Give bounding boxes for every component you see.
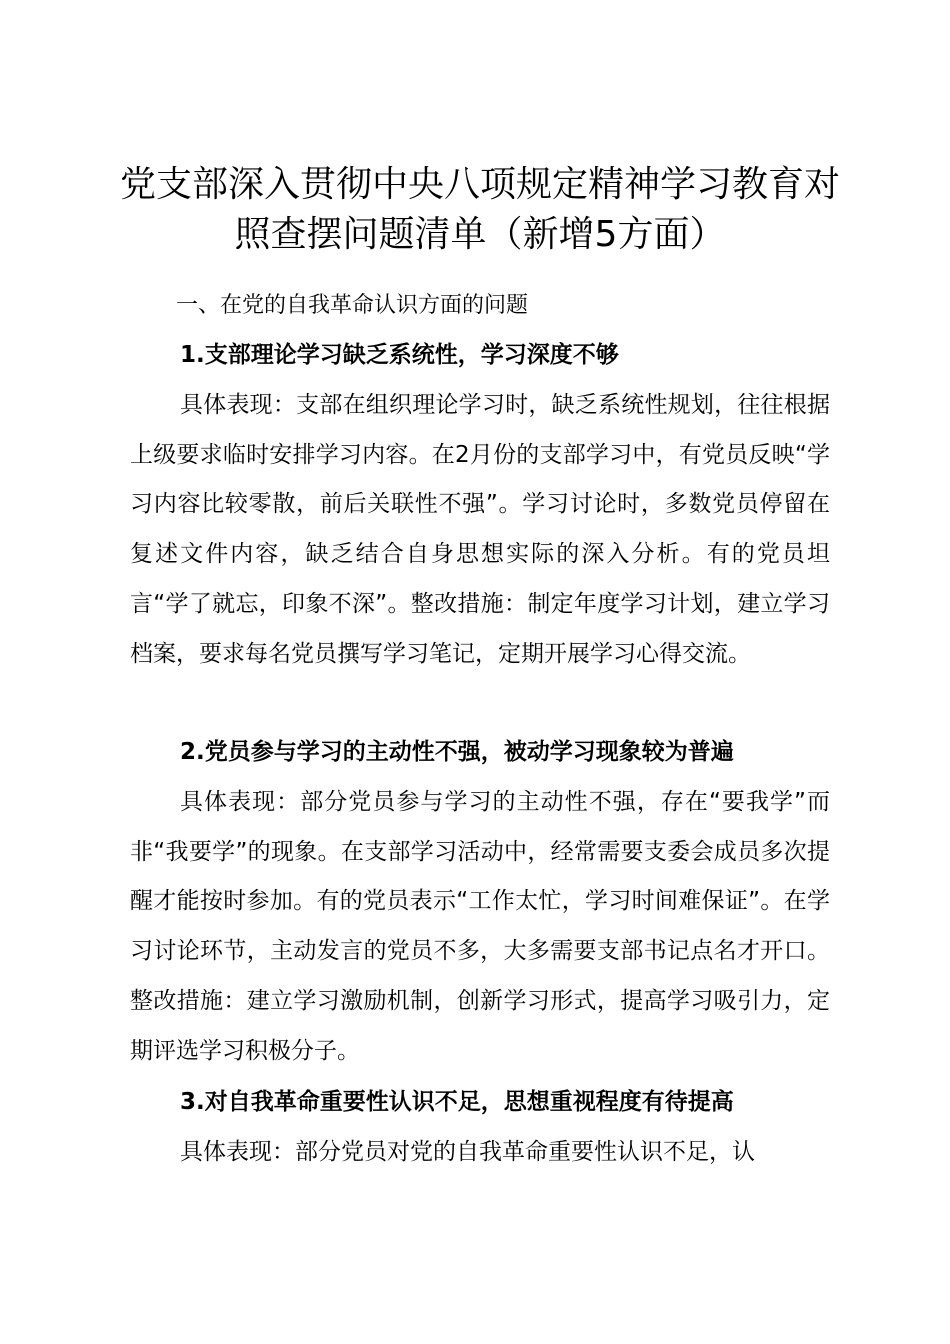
- item-body: 具体表现：部分党员对党的自我革命重要性认识不足，认: [180, 1139, 755, 1165]
- item-heading: 1.支部理论学习缺乏系统性，学习深度不够: [180, 342, 619, 368]
- item-body: 具体表现：支部在组织理论学习时，缺乏系统性规划，往往根据上级要求临时安排学习内容。在2月份的支部学习中，有党员反映“学习内容比较零散，前后关联性不强”。学习讨论时，多数党员停留在复述文件内容，缺乏结合自身思想实际的深入分析。有的党员坦言“学了就忘，印象不深”。整改措施：制定年度学习计划，建立学习档案，要求每名党员撰写学习笔记，定期开展学习心得交流。: [130, 392, 830, 667]
- item-heading: 3.对自我革命重要性认识不足，思想重视程度有待提高: [180, 1089, 734, 1115]
- section-heading: 一、在党的自我革命认识方面的问题: [176, 293, 529, 318]
- item-heading: 2.党员参与学习的主动性不强，被动学习现象较为普遍: [180, 739, 734, 765]
- item-body: 具体表现：部分党员参与学习的主动性不强，存在“要我学”而非“我要学”的现象。在支部学习活动中，经常需要支委会成员多次提醒才能按时参加。有的党员表示“工作太忙，学习时间难保证”。在学习讨论环节，主动发言的党员不多，大多需要支部书记点名才开口。整改措施：建立学习激励机制，创新学习形式，提高学习吸引力，定期评选学习积极分子。: [130, 789, 830, 1064]
- document-title: 党支部深入贯彻中央八项规定精神学习教育对照查摆问题清单（新增5方面）: [119, 164, 840, 255]
